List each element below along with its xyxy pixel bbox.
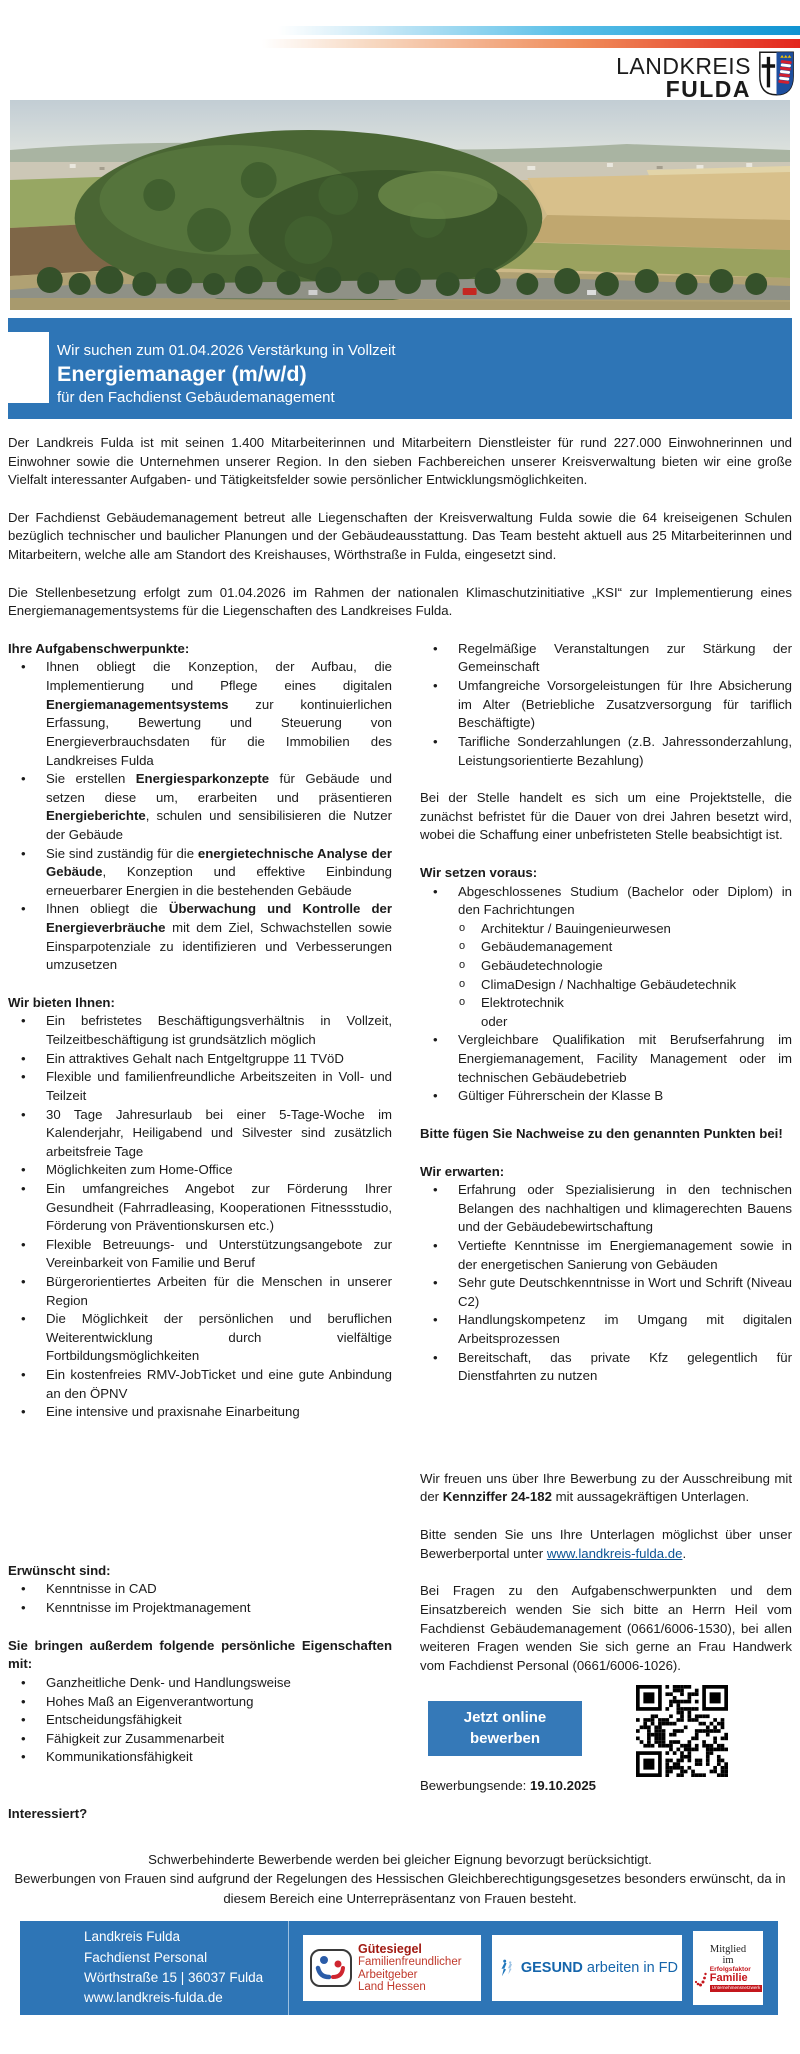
aerial-landscape-photo bbox=[10, 100, 790, 310]
list-item: • Vertiefte Kenntnisse im Energiemanagement sowie in der energetischen Sanierung von Gebäuden bbox=[420, 1237, 792, 1274]
requirements-list bbox=[420, 883, 792, 1106]
header bbox=[0, 0, 800, 103]
list-item: • Kommunikationsfähigkeit bbox=[8, 1748, 392, 1767]
list-item: • Kenntnisse in CAD bbox=[8, 1580, 392, 1599]
badge-guetesiegel bbox=[303, 1935, 481, 2001]
text-run: Ihnen obliegt die bbox=[46, 901, 169, 917]
apply-online-button[interactable]: Jetzt online bewerben bbox=[428, 1701, 582, 1756]
list-item: • Entscheidungsfähigkeit bbox=[8, 1711, 392, 1730]
left-column bbox=[8, 640, 392, 1422]
list-item: • Hohes Maß an Eigenverantwortung bbox=[8, 1693, 392, 1712]
footer-street: Wörthstraße 15 | 36037 Fulda bbox=[84, 1969, 264, 1985]
offer-list-left bbox=[8, 1012, 392, 1421]
sub-list-item: o Elektrotechnik bbox=[458, 994, 792, 1013]
list-item: • Ein befristetes Beschäftigungsverhältnis in Vollzeit, Teilzeitbeschäftigung ist grundsätzlich möglich bbox=[8, 1012, 392, 1049]
text-run: mit aussagekräftigen Unterlagen. bbox=[551, 1489, 750, 1505]
list-item: • 30 Tage Jahresurlaub bei einer 5-Tage-Woche im Kalenderjahr, Heiligabend und Silvester sind zusätzlich arbeitsfreie Tage bbox=[8, 1106, 392, 1162]
personal-list bbox=[8, 1674, 392, 1767]
intro-paragraph-1: Der Landkreis Fulda ist mit seinen 1.400 Mitarbeiterinnen und Mitarbeitern Dienstleister für rund 227.000 Einwohnerinnen und Einwohner sowie die Unternehmen unserer Region. In den sieben Fachbereichen unserer Kreisverwaltung bieten wir eine große Vielfalt interessanter Aufgaben- und Tätigkeitsfelder sowie persönlicher Entwicklungsmöglichkeiten. bbox=[8, 435, 792, 488]
gesund-arbeiten-text: GESUND arbeiten in FD bbox=[520, 1959, 678, 1976]
main-content bbox=[8, 434, 792, 1909]
tasks-list bbox=[8, 658, 392, 974]
list-item: • Kenntnisse im Projektmanagement bbox=[8, 1599, 392, 1618]
application-paragraph-1 bbox=[420, 1470, 792, 1507]
deadline bbox=[420, 1777, 792, 1796]
text-run: , schulen und sensibilisieren die Nutzer der Gebäude bbox=[46, 808, 392, 842]
list-item: • Möglichkeiten zum Home-Office bbox=[8, 1161, 392, 1180]
job-subtitle: für den Fachdienst Gebäudemanagement bbox=[57, 389, 335, 406]
application-paragraph-3 bbox=[420, 1582, 792, 1675]
list-item: • Eine intensive und praxisnahe Einarbeitung bbox=[8, 1403, 392, 1422]
footer-badges bbox=[288, 1921, 778, 2015]
erfolgsfaktor-row bbox=[694, 1967, 763, 1992]
list-item: • Handlungskompetenz im Umgang mit digitalen Arbeitsprozessen bbox=[420, 1311, 792, 1348]
title-banner bbox=[8, 318, 792, 419]
decorative-stripe-red bbox=[262, 39, 800, 48]
deadline-date: 19.10.2025 bbox=[529, 1778, 596, 1794]
text-run: Energieberichte bbox=[46, 808, 146, 824]
banner-main bbox=[8, 332, 792, 419]
list-item: • Ganzheitliche Denk- und Handlungsweise bbox=[8, 1674, 392, 1693]
lower-left-column bbox=[8, 1470, 392, 1824]
badge-erfolgsfaktor-familie bbox=[693, 1931, 763, 2005]
text-run: mit dem Ziel, Schwachstellen sowie Einsparpotenziale zu identifizieren und Verbesserungen umzusetzen bbox=[46, 920, 392, 973]
intro-paragraph-2: Der Fachdienst Gebäudemanagement betreut alle Liegenschaften der Kreisverwaltung Fulda sowie die 64 kreiseigenen Schulen bezüglich technischer und baulicher Planungen und der Gebäudeausstattung. Das Team besteht aktuell aus 25 Mitarbeiterinnen und Mitarbeitern, welche alle am Standort des Kreishauses, Wörthstraße in Fulda, eingesetzt sind. bbox=[8, 509, 792, 563]
list-item: • Tarifliche Sonderzahlungen (z.B. Jahressonderzahlung, Leistungsorientierte Bezahlung) bbox=[420, 733, 792, 770]
sub-list-item: o Gebäudemanagement bbox=[458, 938, 792, 957]
text-run: Sie erstellen bbox=[46, 771, 136, 787]
text-run: Überwachung und Kontrolle der Energieverbräuche bbox=[46, 901, 393, 936]
deadline-label: Bewerbungsende: bbox=[420, 1778, 530, 1794]
list-item: • Gültiger Führerschein der Klasse B bbox=[420, 1087, 792, 1106]
list-item: • Sehr gute Deutschkenntnisse in Wort und Schrift (Niveau C2) bbox=[420, 1274, 792, 1311]
section-heading-tasks: Ihre Aufgabenschwerpunkte: bbox=[8, 640, 190, 656]
bewerberportal-link[interactable]: www.landkreis-fulda.de bbox=[546, 1545, 683, 1561]
footer-website: www.landkreis-fulda.de bbox=[84, 1990, 223, 2006]
list-connector: oder bbox=[481, 1013, 508, 1029]
list-item: • Ein attraktives Gehalt nach Entgeltgruppe 11 TVöD bbox=[8, 1050, 392, 1069]
list-item: • Die Möglichkeit der persönlichen und beruflichen Weiterentwicklung durch vielfältige Fortbildungsmöglichkeiten bbox=[8, 1310, 392, 1366]
project-note: Bei der Stelle handelt es sich um eine Projektstelle, die zunächst befristet für die Dauer von drei Jahren besetzt wird, wobei die Schaffung einer unbefristeten Stelle beabsichtigt ist. bbox=[420, 790, 792, 843]
vacancy-intro: Wir suchen zum 01.04.2026 Verstärkung in Vollzeit bbox=[57, 342, 396, 359]
list-item: • Umfangreiche Vorsorgeleistungen für Ihre Absicherung im Alter (Betriebliche Zusatzversorgung für tariflich Beschäftigte) bbox=[420, 677, 792, 733]
lower-right-column bbox=[420, 1470, 792, 1824]
list-item bbox=[8, 658, 392, 770]
attachments-note: Bitte fügen Sie Nachweise zu den genannten Punkten bei! bbox=[420, 1125, 783, 1141]
qr-code bbox=[636, 1685, 728, 1777]
desired-list bbox=[8, 1580, 392, 1617]
erfolgsfaktor-swoosh-icon bbox=[694, 1970, 708, 1988]
logo-wordmark bbox=[616, 50, 751, 102]
footer-department: Fachdienst Personal bbox=[84, 1949, 208, 1965]
sub-list-item: o Architektur / Bauingenieurwesen bbox=[458, 920, 792, 939]
sub-list-item: o ClimaDesign / Nachhaltige Gebäudetechnik bbox=[458, 976, 792, 995]
two-column-section bbox=[8, 640, 792, 1422]
text-run: Sie sind zuständig für die bbox=[46, 845, 198, 861]
text-run: . bbox=[682, 1545, 687, 1561]
interested-heading: Interessiert? bbox=[8, 1805, 88, 1821]
list-item: • Flexible und familienfreundliche Arbeitszeiten in Voll- und Teilzeit bbox=[8, 1068, 392, 1105]
sub-list bbox=[458, 920, 792, 1013]
disclaimer-line-2: Bewerbungen von Frauen sind aufgrund der Regelungen des Hessischen Gleichberechtigungsgesetzes besonders erwünscht, da in diesem Bereich eine Unterrepräsentanz von Frauen besteht. bbox=[14, 1871, 786, 1907]
gesund-arbeiten-icon bbox=[496, 1946, 519, 1990]
application-paragraph-2 bbox=[420, 1526, 792, 1563]
banner-top-strip bbox=[8, 318, 792, 332]
expectations-list bbox=[420, 1181, 792, 1386]
lower-section bbox=[8, 1470, 792, 1824]
list-item: • Ein kostenfreies RMV-JobTicket und eine gute Anbindung an den ÖPNV bbox=[8, 1366, 392, 1403]
coat-of-arms-icon bbox=[758, 50, 795, 97]
erfolgsfaktor-text: Erfolgsfaktor Familie Unternehmensnetzwerk bbox=[709, 1965, 761, 1991]
disclaimer-line-1: Schwerbehinderte Bewerbende werden bei gleicher Eignung bevorzugt berücksichtigt. bbox=[148, 1851, 652, 1867]
list-item bbox=[8, 845, 392, 901]
banner-notch bbox=[8, 332, 49, 403]
right-column bbox=[420, 640, 792, 1422]
text-run: Wir freuen uns über Ihre Bewerbung zu der Ausschreibung mit der bbox=[420, 1470, 792, 1505]
list-item: • Bereitschaft, das private Kfz gelegentlich für Dienstfahrten zu nutzen bbox=[420, 1349, 792, 1386]
badge-gesund-arbeiten bbox=[492, 1935, 682, 2001]
list-item: • Flexible Betreuungs- und Unterstützungsangebote zur Vereinbarkeit von Familie und Beruf bbox=[8, 1236, 392, 1273]
guetesiegel-icon bbox=[309, 1948, 353, 1988]
intro-paragraph-3: Die Stellenbesetzung erfolgt zum 01.04.2026 im Rahmen der nationalen Klimaschutzinitiative „KSI“ zur Implementierung eines Energiemanagementsystems für die Liegenschaften des Landkreises Fulda. bbox=[8, 584, 792, 619]
section-heading-expectations: Wir erwarten: bbox=[420, 1163, 505, 1179]
list-item bbox=[8, 900, 392, 974]
list-item: • Erfahrung oder Spezialisierung in den technischen Belangen des nachhaltigen und klimagerechten Bauens und der Gebäudebewirtschaftung bbox=[420, 1181, 792, 1237]
guetesiegel-text: Gütesiegel Familienfreundlicher Arbeitgeber Land Hessen bbox=[358, 1941, 462, 1994]
offer-list-right bbox=[420, 640, 792, 770]
list-item: • Regelmäßige Veranstaltungen zur Stärkung der Gemeinschaft bbox=[420, 640, 792, 677]
list-item bbox=[420, 883, 792, 1032]
text-run: Abgeschlossenes Studium (Bachelor oder Diplom) in den Fachrichtungen bbox=[458, 883, 792, 918]
text-run: , Konzeption und effektive Einbindung erneuerbarer Energien in die bestehenden Gebäude bbox=[46, 864, 392, 898]
text-run: Energiesparkonzepte bbox=[135, 771, 270, 787]
section-heading-offer: Wir bieten Ihnen: bbox=[8, 994, 115, 1010]
footer-address bbox=[20, 1927, 288, 2008]
section-heading-requirements: Wir setzen voraus: bbox=[420, 864, 538, 880]
footer-org: Landkreis Fulda bbox=[84, 1929, 181, 1945]
logo-text-landkreis: LANDKREIS bbox=[616, 53, 751, 79]
equal-opportunity-note bbox=[8, 1850, 792, 1909]
text-run: für Gebäude und setzen diese um, erarbeiten und präsentieren bbox=[46, 771, 393, 805]
text-run: Bitte senden Sie uns Ihre Unterlagen möglichst über unser Bewerberportal unter bbox=[420, 1527, 792, 1561]
text-run: Kennziffer 24-182 bbox=[442, 1489, 552, 1505]
list-item: • Ein umfangreiches Angebot zur Förderung Ihrer Gesundheit (Fahrradleasing, Kooperationen Fitnessstudio, Förderung von Präventionskursen etc.) bbox=[8, 1180, 392, 1236]
list-item: • Fähigkeit zur Zusammenarbeit bbox=[8, 1730, 392, 1749]
text-run: Bei Fragen zu den Aufgabenschwerpunkten und dem Einsatzbereich wenden Sie sich bitte an Herrn Heil vom Fachdienst Gebäudemanagement (0661/6006-1530), bei allen weiteren Fragen wenden Sie sich gerne an Frau Handwerk vom Fachdienst Personal (0661/6006-1026). bbox=[420, 1583, 792, 1673]
text-run: Ihnen obliegt die Konzeption, der Aufbau, die Implementierung und Pflege eines digitalen bbox=[46, 659, 392, 694]
logo-text-fulda: FULDA bbox=[665, 76, 751, 103]
list-item: • Bürgerorientiertes Arbeiten für die Menschen in unserer Region bbox=[8, 1273, 392, 1310]
list-item bbox=[8, 770, 392, 844]
text-run: Energiemanagementsystems bbox=[46, 696, 229, 712]
landkreis-fulda-logo bbox=[616, 50, 795, 102]
footer-bar bbox=[20, 1921, 778, 2015]
section-heading-desired: Erwünscht sind: bbox=[8, 1562, 111, 1578]
mitglied-text: Mitglied im bbox=[709, 1943, 747, 1966]
sub-list-item: o Gebäudetechnologie bbox=[458, 957, 792, 976]
list-item: • Vergleichbare Qualifikation mit Berufserfahrung im Energiemanagement, Facility Management oder im technischen Gebäudebetrieb bbox=[420, 1031, 792, 1087]
apply-row bbox=[428, 1701, 792, 1777]
job-title: Energiemanager (m/w/d) bbox=[57, 362, 307, 386]
text-run: energietechnische Analyse der Gebäude bbox=[46, 845, 393, 880]
decorative-stripe-blue bbox=[278, 26, 800, 35]
text-run: zur kontinuierlichen Erfassung, Bewertung und Steuerung von Energieverbrauchsdaten für die Immobilien des Landkreises Fulda bbox=[46, 696, 392, 768]
section-heading-personal: Sie bringen außerdem folgende persönliche Eigenschaften mit: bbox=[8, 1637, 392, 1672]
